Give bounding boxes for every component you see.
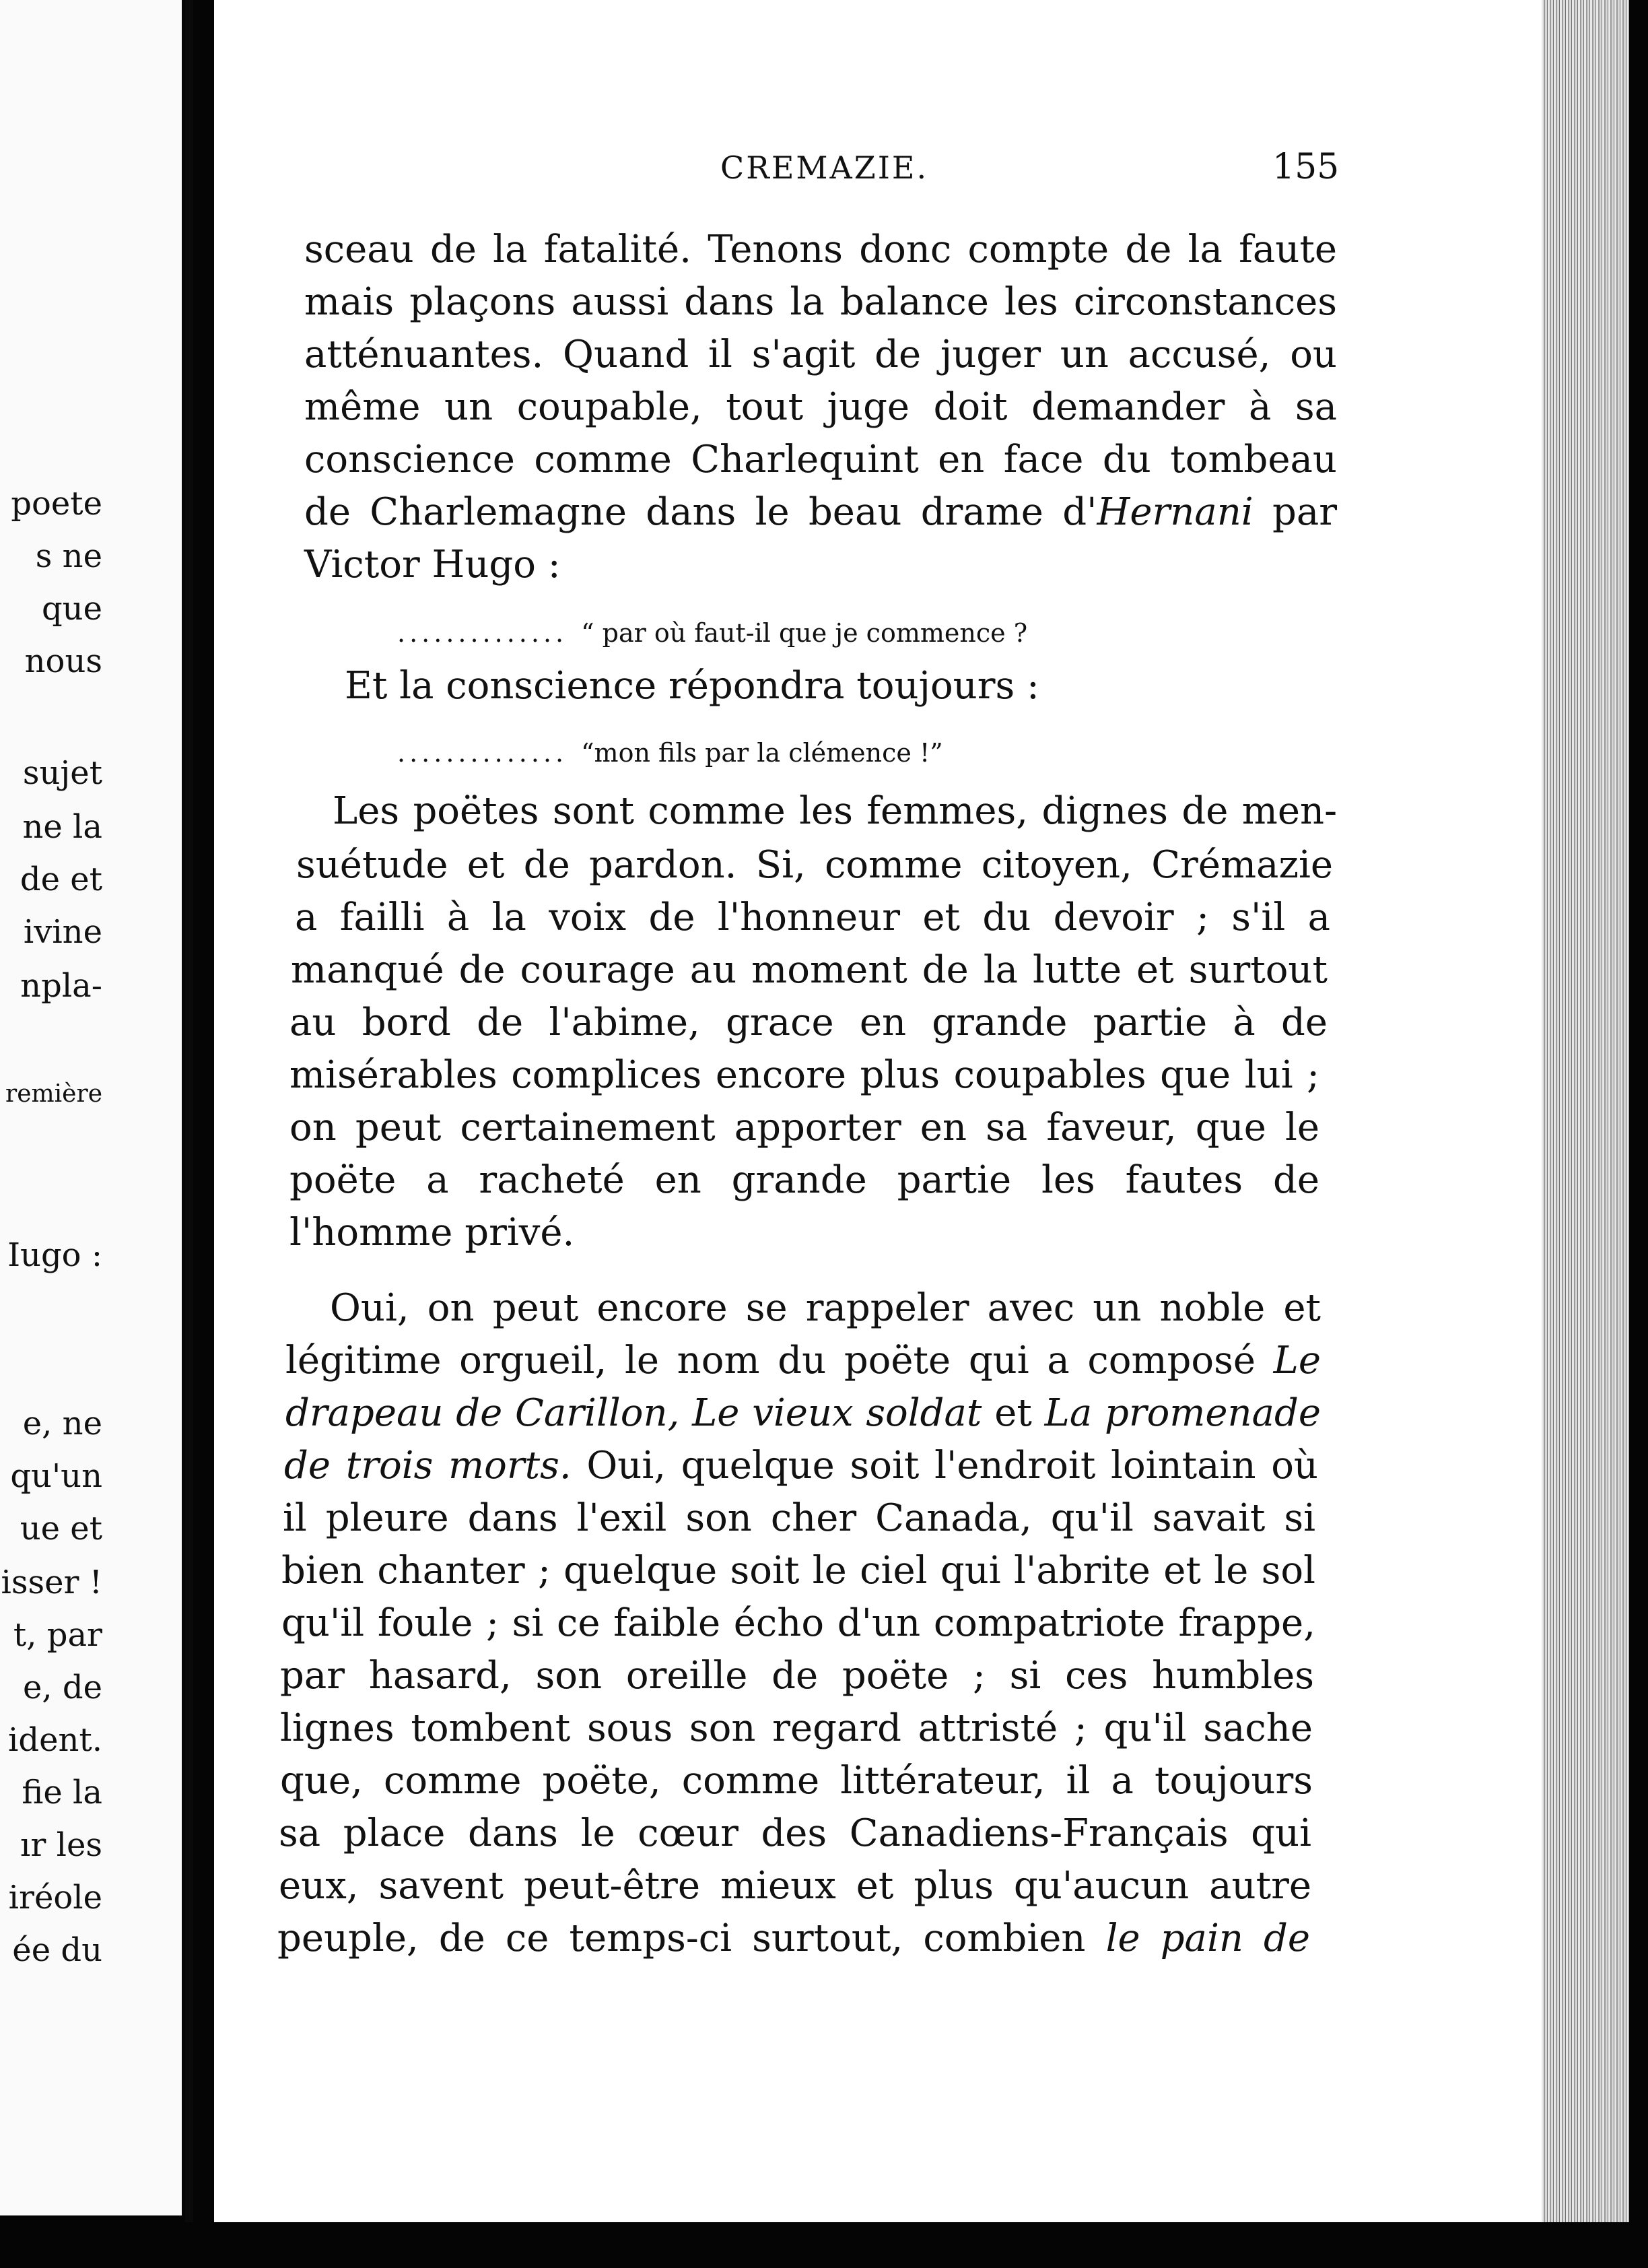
text-line: l'homme privé.	[289, 1211, 575, 1255]
text-line: même un coupable, tout juge doit demander à sa	[304, 385, 1337, 429]
verse-text: “ par où faut-il que je commence ?	[581, 618, 1028, 648]
play-title: Hernani	[1097, 490, 1254, 534]
previous-page-fragment	[0, 0, 182, 2215]
text-line: Oui, on peut encore se rappeler avec un noble et	[330, 1286, 1321, 1330]
text-line: bien chanter ; quelque soit le ciel qui l'abrite et le sol	[281, 1549, 1315, 1593]
left-text-fragment: sujet	[22, 754, 102, 792]
poem-title: drapeau de Carillon,	[285, 1391, 680, 1435]
text-line	[277, 1916, 1310, 1961]
text-segment: et	[982, 1391, 1045, 1435]
left-text-fragment: de et	[20, 861, 102, 898]
poem-title: de trois morts.	[284, 1444, 572, 1488]
left-text-fragment: e, de	[22, 1669, 102, 1706]
text-segment: par	[1253, 490, 1337, 534]
text-line	[284, 1444, 1318, 1488]
text-line: misérables complices encore plus coupables que lui ;	[289, 1053, 1319, 1097]
text-line: Et la conscience répondra toujours :	[345, 664, 1039, 708]
text-line: sceau de la fatalité. Tenons donc compte de la faute	[304, 228, 1337, 271]
text-segment: de Charlemagne dans le beau drame d'	[304, 490, 1097, 534]
page-edges	[1542, 0, 1629, 2222]
running-head: CREMAZIE.	[720, 149, 929, 186]
left-text-fragment: ue et	[20, 1510, 102, 1547]
text-line: conscience comme Charlequint en face du tombeau	[304, 438, 1337, 481]
left-text-fragment: ée du	[12, 1931, 102, 1969]
left-text-fragment: iréole	[8, 1879, 102, 1916]
verse-quote	[397, 618, 1027, 648]
left-text-fragment: poete	[11, 485, 102, 523]
verse-quote	[397, 738, 943, 768]
left-text-fragment: que	[41, 590, 102, 628]
book-gutter	[185, 0, 193, 2222]
left-text-fragment: qu'un	[10, 1457, 102, 1495]
text-segment: légitime orgueil, le nom du poëte qui a composé	[285, 1339, 1274, 1382]
text-line: au bord de l'abime, grace en grande partie à de	[289, 1001, 1328, 1044]
left-text-fragment: npla-	[20, 967, 102, 1005]
text-line: que, comme poëte, comme littérateur, il a toujours	[280, 1759, 1313, 1803]
left-text-fragment: ne la	[22, 808, 102, 846]
left-text-fragment: ır les	[20, 1826, 102, 1864]
text-line: lignes tombent sous son regard attristé ; qu'il sache	[280, 1706, 1313, 1750]
text-segment: Oui, quelque soit l'endroit lointain où	[571, 1444, 1318, 1488]
left-text-fragment: ivine	[23, 913, 102, 951]
text-line	[304, 490, 1337, 535]
text-line: manqué de courage au moment de la lutte et surtout	[291, 948, 1328, 992]
left-text-fragment: remière	[5, 1080, 102, 1108]
poem-title: La promenade	[1044, 1391, 1321, 1435]
italic-phrase: le pain de	[1105, 1916, 1310, 1960]
page-number: 155	[1272, 147, 1340, 187]
text-line: on peut certainement apporter en sa faveur, que le	[289, 1106, 1319, 1149]
left-text-fragment: ident.	[8, 1721, 102, 1759]
text-line: suétude et de pardon. Si, comme citoyen, Crémazie	[296, 843, 1333, 887]
text-line: mais plaçons aussi dans la balance les circonstances	[304, 280, 1337, 324]
text-line: Victor Hugo :	[304, 543, 561, 587]
text-segment: peuple, de ce temps-ci surtout, combien	[277, 1916, 1106, 1960]
text-line: atténuantes. Quand il s'agit de juger un accusé, ou	[304, 333, 1337, 376]
verse-text: “mon fils par la clémence !”	[581, 738, 943, 768]
poem-title: Le	[1273, 1339, 1321, 1382]
ellipsis-dots: ..............	[397, 618, 568, 648]
text-line	[285, 1339, 1321, 1383]
text-line	[285, 1391, 1321, 1436]
text-line: eux, savent peut-être mieux et plus qu'aucun autre	[279, 1864, 1311, 1908]
left-text-fragment: t, par	[13, 1616, 102, 1654]
poem-title: Le vieux soldat	[679, 1391, 982, 1435]
left-text-fragment: nous	[24, 642, 102, 680]
text-line: qu'il foule ; si ce faible écho d'un compatriote frappe,	[281, 1601, 1315, 1645]
text-line: sa place dans le cœur des Canadiens-Français qui	[279, 1811, 1311, 1855]
text-line: a failli à la voix de l'honneur et du devoir ; s'il a	[295, 896, 1330, 939]
left-text-fragment: s ne	[35, 537, 102, 575]
left-text-fragment: Iugo :	[7, 1236, 102, 1274]
text-line: poëte a racheté en grande partie les fautes de	[289, 1158, 1319, 1202]
ellipsis-dots: ..............	[397, 738, 568, 768]
text-line: Les poëtes sont comme les femmes, dignes de men-	[333, 789, 1337, 833]
text-line: par hasard, son oreille de poëte ; si ces humbles	[280, 1654, 1314, 1698]
text-line: il pleure dans l'exil son cher Canada, qu'il savait si	[283, 1496, 1315, 1540]
left-text-fragment: e, ne	[22, 1405, 102, 1442]
left-text-fragment: isser !	[1, 1564, 102, 1601]
left-text-fragment: fie la	[22, 1774, 102, 1811]
